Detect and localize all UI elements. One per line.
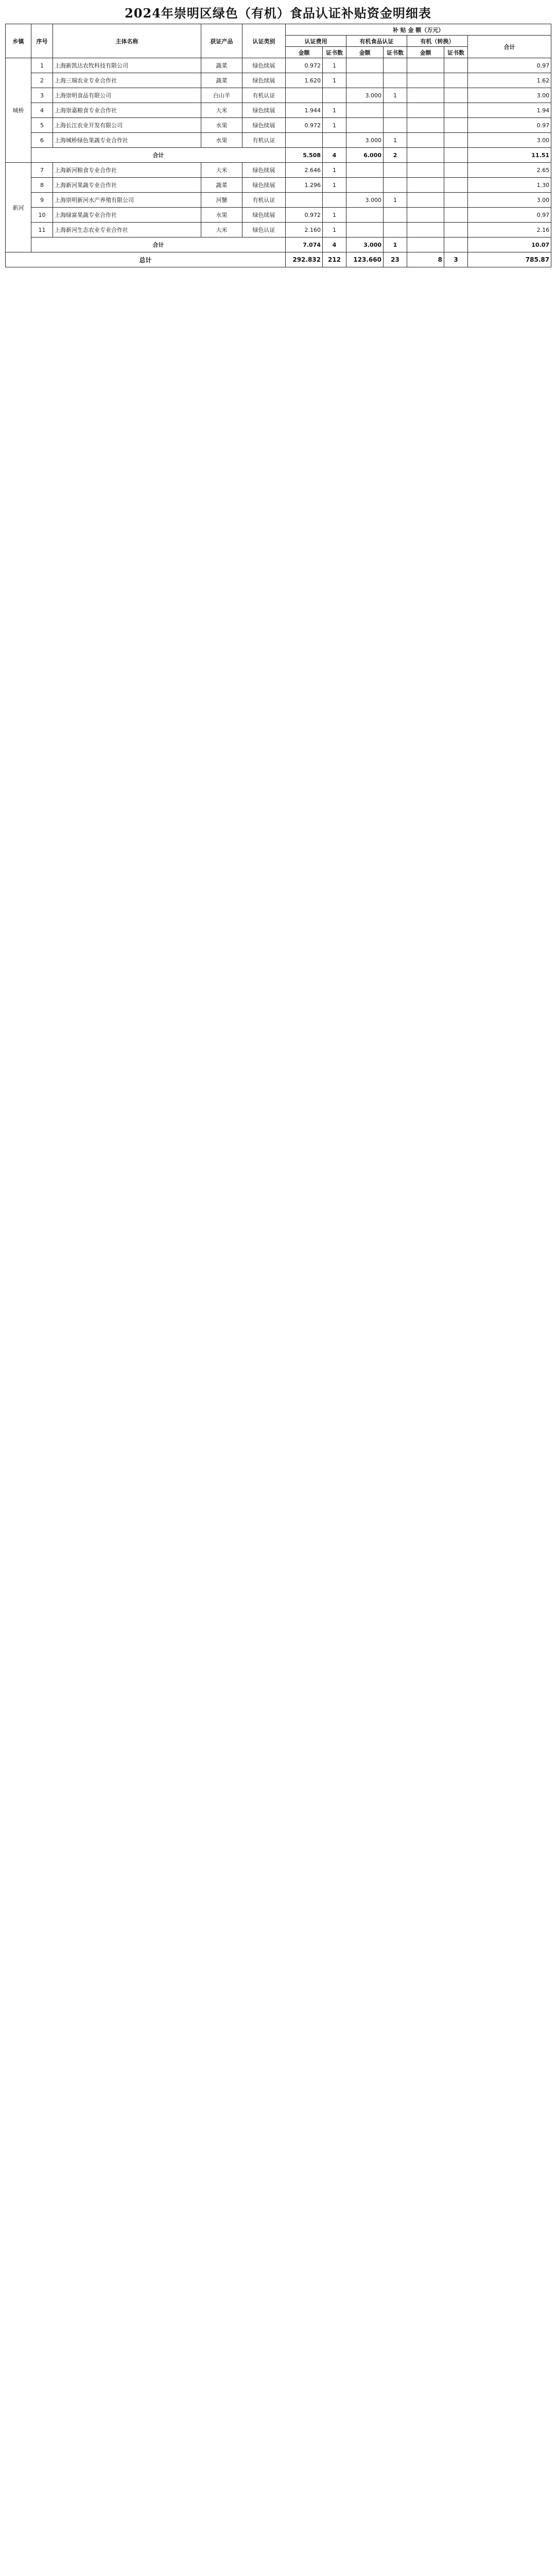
subsidy-table <box>5 24 551 267</box>
conversion-amount-cell <box>407 103 444 118</box>
organic-count-cell <box>384 103 407 118</box>
organic-amount-cell <box>346 118 384 133</box>
organic-amount-cell <box>346 163 384 178</box>
organic-count-cell <box>384 58 407 73</box>
seq-cell: 2 <box>31 73 53 88</box>
header-organic-food: 有机食品认证 <box>346 36 407 47</box>
conversion-amount-cell <box>407 58 444 73</box>
subtotal-label: 合计 <box>31 148 286 163</box>
subtotal-green-amount: 7.074 <box>286 238 323 252</box>
green-amount-cell: 0.972 <box>286 118 323 133</box>
seq-cell: 6 <box>31 133 53 148</box>
green-count-cell <box>323 88 346 103</box>
seq-cell: 3 <box>31 88 53 103</box>
green-amount-cell <box>286 193 323 208</box>
organic-count-cell <box>384 208 407 223</box>
header-cert: 认证类别 <box>242 24 286 58</box>
conversion-count-cell <box>444 178 468 193</box>
cert-type-cell: 绿色续展 <box>242 58 286 73</box>
cert-type-cell: 绿色续展 <box>242 73 286 88</box>
conversion-amount-cell <box>407 178 444 193</box>
header-conversion-count: 证书数 <box>444 47 468 58</box>
header-green-count: 证书数 <box>323 47 346 58</box>
conversion-count-cell <box>444 58 468 73</box>
organic-count-cell <box>384 223 407 238</box>
row-sum-cell: 2.16 <box>468 223 551 238</box>
green-amount-cell: 2.160 <box>286 223 323 238</box>
grand-organic-count: 23 <box>384 252 407 267</box>
row-sum-cell: 1.30 <box>468 178 551 193</box>
header-seq: 序号 <box>31 24 53 58</box>
table-row <box>6 103 551 118</box>
conversion-count-cell <box>444 118 468 133</box>
header-sum: 合计 <box>468 36 551 58</box>
subject-name-cell: 上海三瑞农业专业合作社 <box>53 73 201 88</box>
header-conversion-amount: 金额 <box>407 47 444 58</box>
table-row <box>6 58 551 73</box>
header-organic-conversion: 有机（转换） <box>407 36 468 47</box>
product-cell: 白山羊 <box>201 88 242 103</box>
green-amount-cell: 1.620 <box>286 73 323 88</box>
product-cell: 水果 <box>201 208 242 223</box>
product-cell: 大米 <box>201 223 242 238</box>
row-sum-cell: 0.97 <box>468 118 551 133</box>
conversion-count-cell <box>444 208 468 223</box>
organic-count-cell <box>384 118 407 133</box>
cert-type-cell: 有机认证 <box>242 88 286 103</box>
organic-count-cell <box>384 163 407 178</box>
subject-name-cell: 上海绿富果蔬专业合作社 <box>53 208 201 223</box>
subtotal-organic-amount: 6.000 <box>346 148 384 163</box>
subtotal-organic-count: 2 <box>384 148 407 163</box>
subtotal-row-sum: 11.51 <box>468 148 551 163</box>
subject-name-cell: 上海新河粮食专业合作社 <box>53 163 201 178</box>
row-sum-cell: 0.97 <box>468 208 551 223</box>
conversion-count-cell <box>444 223 468 238</box>
header-subject: 主体名称 <box>53 24 201 58</box>
header-green: 认证费用 <box>286 36 346 47</box>
grand-total-label: 总计 <box>6 252 286 267</box>
seq-cell: 1 <box>31 58 53 73</box>
row-sum-cell: 2.65 <box>468 163 551 178</box>
cert-type-cell: 有机认证 <box>242 133 286 148</box>
seq-cell: 11 <box>31 223 53 238</box>
green-count-cell <box>323 193 346 208</box>
town-cell: 新河 <box>6 163 31 252</box>
subject-name-cell: 上海新河生态农业专业合作社 <box>53 223 201 238</box>
cert-type-cell: 绿色续展 <box>242 103 286 118</box>
cert-type-cell: 绿色续展 <box>242 208 286 223</box>
organic-count-cell: 1 <box>384 88 407 103</box>
subject-name-cell: 上海长江农业开发有限公司 <box>53 118 201 133</box>
green-count-cell: 1 <box>323 178 346 193</box>
cert-type-cell: 有机认证 <box>242 193 286 208</box>
green-count-cell: 1 <box>323 58 346 73</box>
green-count-cell: 1 <box>323 223 346 238</box>
header-town: 乡镇 <box>6 24 31 58</box>
conversion-amount-cell <box>407 223 444 238</box>
subtotal-organic-amount: 3.000 <box>346 238 384 252</box>
table-body <box>6 58 551 267</box>
organic-amount-cell <box>346 223 384 238</box>
table-row <box>6 133 551 148</box>
organic-amount-cell <box>346 73 384 88</box>
grand-organic-amount: 123.660 <box>346 252 384 267</box>
green-count-cell: 1 <box>323 118 346 133</box>
row-sum-cell: 1.94 <box>468 103 551 118</box>
product-cell: 河蟹 <box>201 193 242 208</box>
grand-green-amount: 292.832 <box>286 252 323 267</box>
row-sum-cell: 3.00 <box>468 133 551 148</box>
conversion-count-cell <box>444 133 468 148</box>
organic-count-cell: 1 <box>384 193 407 208</box>
green-count-cell: 1 <box>323 163 346 178</box>
header-green-amount: 金额 <box>286 47 323 58</box>
row-sum-cell: 3.00 <box>468 88 551 103</box>
organic-count-cell <box>384 73 407 88</box>
organic-count-cell: 1 <box>384 133 407 148</box>
subject-name-cell: 上海城桥绿色果蔬专业合作社 <box>53 133 201 148</box>
subject-name-cell: 上海新河果蔬专业合作社 <box>53 178 201 193</box>
seq-cell: 4 <box>31 103 53 118</box>
seq-cell: 9 <box>31 193 53 208</box>
table-row <box>6 73 551 88</box>
table-row <box>6 163 551 178</box>
subject-name-cell: 上海新凯达农牧科技有限公司 <box>53 58 201 73</box>
green-count-cell <box>323 133 346 148</box>
subtotal-conversion-count <box>444 238 468 252</box>
product-cell: 蔬菜 <box>201 58 242 73</box>
subtotal-green-count: 4 <box>323 238 346 252</box>
green-count-cell: 1 <box>323 103 346 118</box>
subject-name-cell: 上海崇嘉粮食专业合作社 <box>53 103 201 118</box>
conversion-amount-cell <box>407 208 444 223</box>
conversion-count-cell <box>444 163 468 178</box>
subtotal-conversion-count <box>444 148 468 163</box>
table-row <box>6 223 551 238</box>
conversion-count-cell <box>444 103 468 118</box>
green-amount-cell <box>286 88 323 103</box>
green-count-cell: 1 <box>323 208 346 223</box>
seq-cell: 10 <box>31 208 53 223</box>
grand-conversion-amount: 8 <box>407 252 444 267</box>
green-amount-cell: 1.296 <box>286 178 323 193</box>
organic-amount-cell: 3.000 <box>346 88 384 103</box>
conversion-amount-cell <box>407 118 444 133</box>
subtotal-row <box>6 238 551 252</box>
town-cell: 城桥 <box>6 58 31 163</box>
conversion-count-cell <box>444 193 468 208</box>
table-row <box>6 118 551 133</box>
product-cell: 大米 <box>201 163 242 178</box>
row-sum-cell: 3.00 <box>468 193 551 208</box>
row-sum-cell: 1.62 <box>468 73 551 88</box>
grand-row-sum: 785.87 <box>468 252 551 267</box>
subject-name-cell: 上海崇明新河水产养殖有限公司 <box>53 193 201 208</box>
subtotal-conversion-amount <box>407 148 444 163</box>
cert-type-cell: 绿色续展 <box>242 178 286 193</box>
organic-amount-cell <box>346 178 384 193</box>
subtotal-row <box>6 148 551 163</box>
organic-amount-cell <box>346 103 384 118</box>
header-organic-amount: 金额 <box>346 47 384 58</box>
product-cell: 蔬菜 <box>201 73 242 88</box>
subtotal-row-sum: 10.07 <box>468 238 551 252</box>
subtotal-label: 合计 <box>31 238 286 252</box>
cert-type-cell: 绿色认证 <box>242 223 286 238</box>
product-cell: 水果 <box>201 133 242 148</box>
row-sum-cell: 0.97 <box>468 58 551 73</box>
conversion-amount-cell <box>407 163 444 178</box>
header-funds-group: 补 贴 金 额（万元） <box>286 24 551 36</box>
green-amount-cell: 0.972 <box>286 208 323 223</box>
grand-total-row <box>6 252 551 267</box>
subtotal-organic-count: 1 <box>384 238 407 252</box>
conversion-amount-cell <box>407 133 444 148</box>
organic-amount-cell: 3.000 <box>346 193 384 208</box>
organic-amount-cell <box>346 58 384 73</box>
seq-cell: 7 <box>31 163 53 178</box>
subtotal-green-amount: 5.508 <box>286 148 323 163</box>
cert-type-cell: 绿色续展 <box>242 118 286 133</box>
organic-amount-cell: 3.000 <box>346 133 384 148</box>
conversion-amount-cell <box>407 73 444 88</box>
product-cell: 水果 <box>201 118 242 133</box>
subtotal-conversion-amount <box>407 238 444 252</box>
conversion-count-cell <box>444 73 468 88</box>
green-amount-cell: 0.972 <box>286 58 323 73</box>
subtotal-green-count: 4 <box>323 148 346 163</box>
table-row <box>6 208 551 223</box>
product-cell: 蔬菜 <box>201 178 242 193</box>
conversion-amount-cell <box>407 88 444 103</box>
seq-cell: 8 <box>31 178 53 193</box>
table-row <box>6 88 551 103</box>
seq-cell: 5 <box>31 118 53 133</box>
document-title: 2024年崇明区绿色（有机）食品认证补贴资金明细表 <box>125 5 431 21</box>
grand-green-count: 212 <box>323 252 346 267</box>
organic-amount-cell <box>346 208 384 223</box>
green-count-cell: 1 <box>323 73 346 88</box>
table-row <box>6 193 551 208</box>
conversion-amount-cell <box>407 193 444 208</box>
header-product: 获证产品 <box>201 24 242 58</box>
table-row <box>6 178 551 193</box>
green-amount-cell: 2.646 <box>286 163 323 178</box>
organic-count-cell <box>384 178 407 193</box>
subject-name-cell: 上海崇明食品有限公司 <box>53 88 201 103</box>
conversion-count-cell <box>444 88 468 103</box>
product-cell: 大米 <box>201 103 242 118</box>
green-amount-cell <box>286 133 323 148</box>
green-amount-cell: 1.944 <box>286 103 323 118</box>
header-organic-count: 证书数 <box>384 47 407 58</box>
cert-type-cell: 绿色续展 <box>242 163 286 178</box>
grand-conversion-count: 3 <box>444 252 468 267</box>
